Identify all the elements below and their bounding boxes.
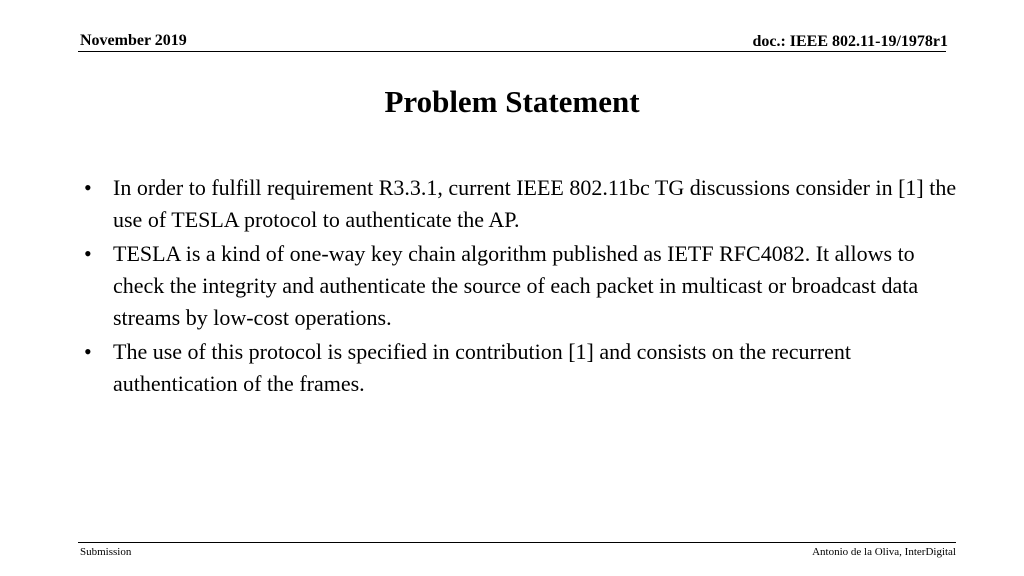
- header-doc-id: doc.: IEEE 802.11-19/1978r1: [752, 33, 948, 50]
- footer-submission: Submission: [80, 546, 132, 558]
- bullet-text: In order to fulfill requirement R3.3.1, current IEEE 802.11bc TG discussions consider in [1] the use of TESLA protocol to authenticate the AP.: [113, 175, 957, 232]
- bullet-text: The use of this protocol is specified in contribution [1] and consists on the recurrent authentication of the frames.: [113, 339, 852, 396]
- footer-divider: [78, 542, 956, 543]
- bullet-dot-icon: •: [84, 241, 92, 266]
- header-date: November 2019: [80, 32, 187, 49]
- footer-author: Antonio de la Oliva, InterDigital: [812, 546, 956, 558]
- bullet-item: [84, 238, 964, 334]
- bullet-item: [84, 172, 964, 236]
- bullet-text: TESLA is a kind of one-way key chain algorithm published as IETF RFC4082. It allows to check the integrity and authenticate the source of each packet in multicast or broadcast data streams by low-cost operations.: [113, 241, 919, 330]
- slide-title: Problem Statement: [384, 84, 640, 119]
- bullet-dot-icon: •: [84, 339, 92, 364]
- bullet-dot-icon: •: [84, 175, 92, 200]
- header-divider: [78, 51, 946, 52]
- bullet-list: [84, 172, 964, 402]
- bullet-item: [84, 336, 964, 400]
